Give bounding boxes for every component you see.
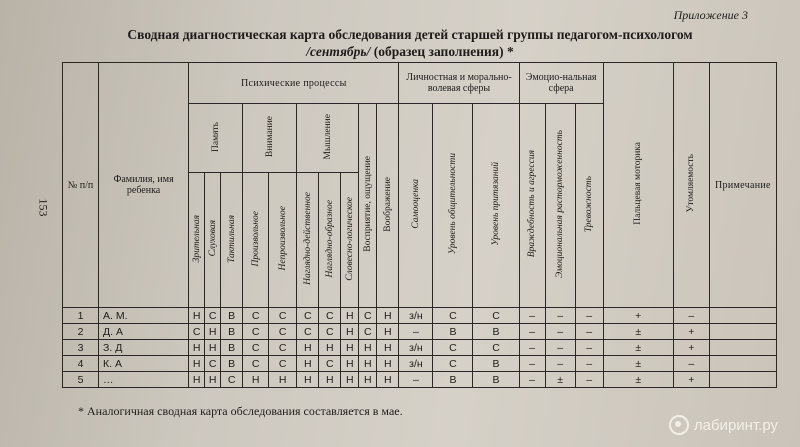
score-cell: – — [545, 324, 575, 340]
score-cell: Н — [377, 372, 399, 388]
header-visual-figurative: Наглядно-образное — [319, 173, 341, 308]
header-anxiety: Тревожность — [575, 104, 603, 308]
score-cell: С — [269, 308, 297, 324]
score-cell: В — [433, 372, 473, 388]
score-cell: С — [297, 308, 319, 324]
score-cell: ± — [603, 324, 673, 340]
score-cell: В — [221, 356, 243, 372]
score-cell: Н — [341, 356, 359, 372]
note-cell — [709, 372, 776, 388]
score-cell: В — [221, 340, 243, 356]
table-row — [63, 372, 777, 388]
header-self-esteem: Самооценка — [399, 104, 433, 308]
score-cell: В — [221, 308, 243, 324]
header-psych: Психические процессы — [189, 63, 399, 104]
score-cell: + — [673, 340, 709, 356]
score-cell: Н — [341, 340, 359, 356]
table-row — [63, 324, 777, 340]
score-cell: С — [269, 356, 297, 372]
score-cell: ± — [603, 340, 673, 356]
score-cell: В — [473, 356, 519, 372]
header-attention: Внимание — [243, 104, 297, 173]
score-cell: С — [319, 324, 341, 340]
watermark — [669, 415, 778, 435]
header-motor: Пальцевая моторика — [603, 63, 673, 308]
table-row — [63, 308, 777, 324]
score-cell: С — [269, 340, 297, 356]
header-aspiration: Уровень притязаний — [473, 104, 519, 308]
score-cell: Н — [359, 356, 377, 372]
score-cell: Н — [189, 340, 205, 356]
score-cell: Н — [297, 372, 319, 388]
score-cell: Н — [269, 372, 297, 388]
score-cell: В — [433, 324, 473, 340]
score-cell: – — [673, 308, 709, 324]
header-emotional: Эмоцио-нальная сфера — [519, 63, 603, 104]
score-cell: – — [519, 372, 545, 388]
diagnostic-table — [62, 62, 777, 388]
score-cell: С — [359, 308, 377, 324]
score-cell: з/н — [399, 340, 433, 356]
score-cell: С — [243, 324, 269, 340]
score-cell: Н — [359, 372, 377, 388]
header-aggression: Враждебность и агрессия — [519, 104, 545, 308]
header-tactile: Тактильная — [221, 173, 243, 308]
score-cell: Н — [319, 372, 341, 388]
note-cell — [709, 340, 776, 356]
table-row — [63, 340, 777, 356]
score-cell: С — [359, 324, 377, 340]
score-cell: С — [433, 340, 473, 356]
score-cell: С — [269, 324, 297, 340]
score-cell: Н — [297, 356, 319, 372]
score-cell: Н — [359, 340, 377, 356]
footnote: * Аналогичная сводная карта обследования составляется в мае. — [78, 404, 403, 418]
note-cell — [709, 324, 776, 340]
header-visual: Зрительная — [189, 173, 205, 308]
score-cell: – — [399, 324, 433, 340]
score-cell: С — [319, 356, 341, 372]
score-cell: Н — [319, 340, 341, 356]
score-cell: С — [297, 324, 319, 340]
table-body — [63, 308, 777, 388]
score-cell: – — [519, 324, 545, 340]
header-thinking: Мышление — [297, 104, 359, 173]
header-memory: Память — [189, 104, 243, 173]
score-cell: Н — [205, 324, 221, 340]
score-cell: – — [545, 356, 575, 372]
page-number: 153 — [36, 198, 51, 217]
header-perception: Восприятие, ощущение — [359, 104, 377, 308]
score-cell: Н — [243, 372, 269, 388]
header-visual-action: Наглядно-действенное — [297, 173, 319, 308]
row-number: 1 — [63, 308, 99, 324]
score-cell: С — [473, 340, 519, 356]
score-cell: – — [575, 372, 603, 388]
score-cell: Н — [377, 324, 399, 340]
score-cell: – — [575, 340, 603, 356]
score-cell: з/н — [399, 356, 433, 372]
score-cell: С — [319, 308, 341, 324]
child-name: К. А — [99, 356, 189, 372]
header-fatigue: Утомляемость — [673, 63, 709, 308]
score-cell: – — [673, 356, 709, 372]
score-cell: + — [673, 372, 709, 388]
title-rest: (образец заполнения) * — [370, 44, 514, 59]
appendix-label: Приложение 3 — [673, 8, 748, 22]
score-cell: – — [575, 308, 603, 324]
row-number: 5 — [63, 372, 99, 388]
score-cell: – — [399, 372, 433, 388]
title-month: /сентябрь/ — [306, 44, 371, 59]
score-cell: Н — [341, 308, 359, 324]
score-cell: С — [473, 308, 519, 324]
score-cell: С — [243, 308, 269, 324]
score-cell: Н — [377, 308, 399, 324]
score-cell: Н — [205, 372, 221, 388]
row-number: 2 — [63, 324, 99, 340]
watermark-text: лабиринт.ру — [693, 416, 778, 434]
note-cell — [709, 356, 776, 372]
row-number: 4 — [63, 356, 99, 372]
header-auditory: Слуховая — [205, 173, 221, 308]
score-cell: В — [221, 324, 243, 340]
score-cell: Н — [377, 356, 399, 372]
child-name: З. Д — [99, 340, 189, 356]
score-cell: Н — [377, 340, 399, 356]
score-cell: ± — [545, 372, 575, 388]
score-cell: – — [575, 324, 603, 340]
child-name: … — [99, 372, 189, 388]
labyrinth-logo-icon — [669, 415, 689, 435]
score-cell: Н — [341, 372, 359, 388]
score-cell: з/н — [399, 308, 433, 324]
child-name: А. М. — [99, 308, 189, 324]
score-cell: С — [433, 308, 473, 324]
score-cell: + — [603, 308, 673, 324]
row-number: 3 — [63, 340, 99, 356]
score-cell: С — [433, 356, 473, 372]
header-personal: Личностная и морально-волевая сферы — [399, 63, 519, 104]
header-verbal-logical: Словесно-логическое — [341, 173, 359, 308]
score-cell: Н — [205, 340, 221, 356]
child-name: Д. А — [99, 324, 189, 340]
score-cell: Н — [297, 340, 319, 356]
score-cell: С — [243, 356, 269, 372]
header-disinhibition: Эмоциональная расторможенность — [545, 104, 575, 308]
score-cell: + — [673, 324, 709, 340]
score-cell: – — [545, 308, 575, 324]
score-cell: – — [545, 340, 575, 356]
score-cell: Н — [189, 308, 205, 324]
header-voluntary: Произвольное — [243, 173, 269, 308]
header-note: Примечание — [709, 63, 776, 308]
score-cell: В — [473, 372, 519, 388]
header-name: Фамилия, имя ребенка — [99, 63, 189, 308]
header-imagination: Воображение — [377, 104, 399, 308]
table-row — [63, 356, 777, 372]
score-cell: С — [205, 356, 221, 372]
score-cell: С — [243, 340, 269, 356]
header-involuntary: Непроизвольное — [269, 173, 297, 308]
score-cell: ± — [603, 372, 673, 388]
score-cell: Н — [189, 372, 205, 388]
header-communication: Уровень общительности — [433, 104, 473, 308]
score-cell: Н — [189, 356, 205, 372]
score-cell: – — [519, 308, 545, 324]
score-cell: Н — [341, 324, 359, 340]
score-cell: В — [473, 324, 519, 340]
score-cell: – — [519, 356, 545, 372]
header-num: № п/п — [63, 63, 99, 308]
title-line1: Сводная диагностическая карта обследования детей старшей группы педагогом-психологом — [127, 27, 693, 42]
score-cell: С — [189, 324, 205, 340]
page-title — [60, 26, 760, 60]
score-cell: – — [575, 356, 603, 372]
score-cell: – — [519, 340, 545, 356]
note-cell — [709, 308, 776, 324]
score-cell: ± — [603, 356, 673, 372]
score-cell: С — [221, 372, 243, 388]
score-cell: С — [205, 308, 221, 324]
